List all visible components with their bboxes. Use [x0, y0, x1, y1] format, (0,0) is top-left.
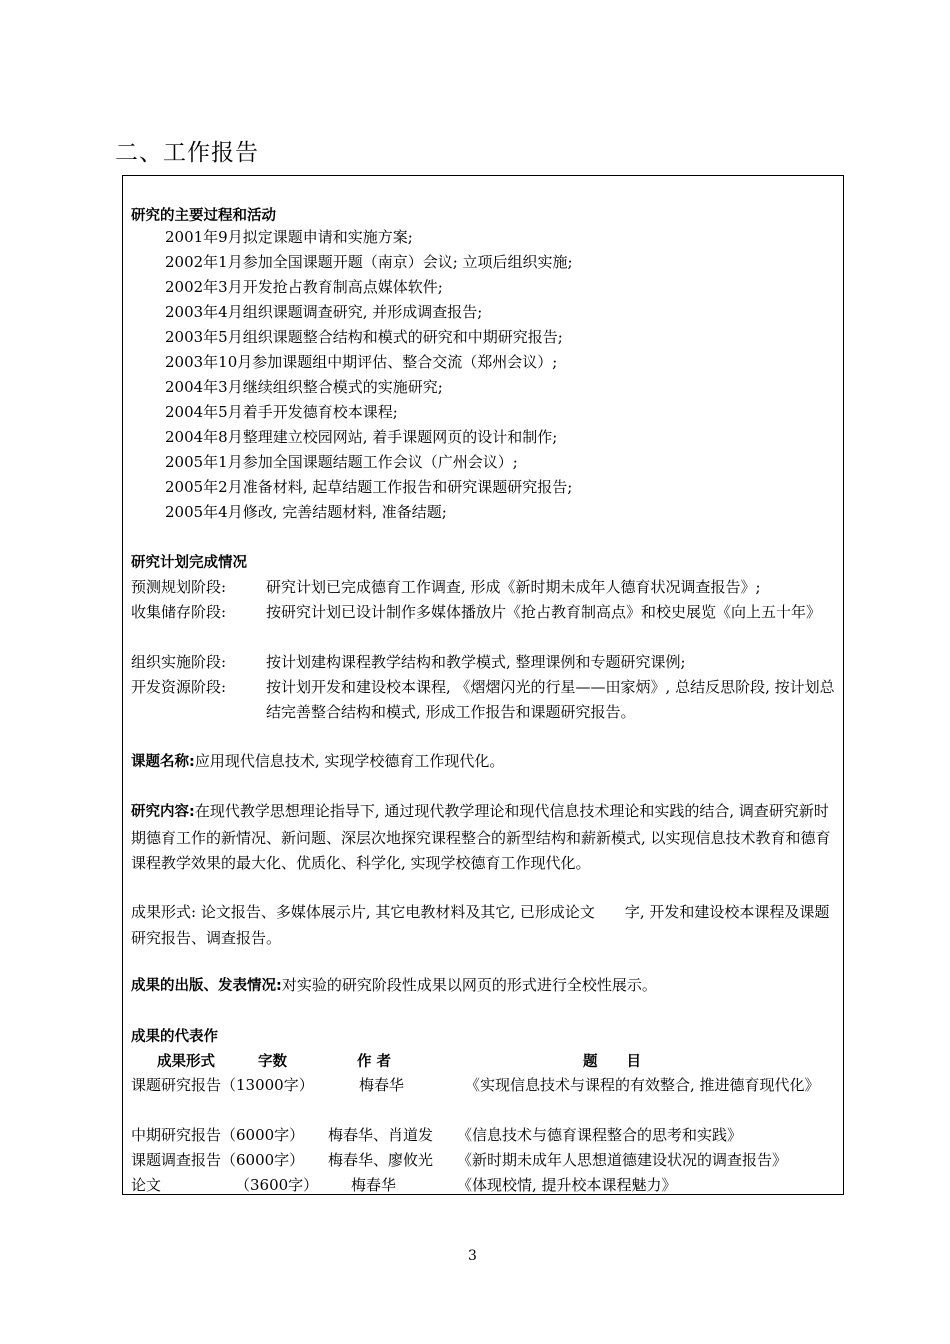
- process-item: 2004年5月着手开发德育校本课程;: [165, 403, 398, 421]
- plan-stage: [131, 600, 837, 625]
- process-item: 2005年1月参加全国课题结题工作会议（广州会议）;: [165, 453, 518, 471]
- table-row-form: 论文: [131, 1176, 162, 1194]
- plan-stage-text: 研究计划已完成德育工作调查, 形成《新时期未成年人德育状况调查报告》;: [266, 578, 761, 596]
- table-row-words: （3600字）: [235, 1176, 319, 1194]
- publication-paragraph: [131, 973, 835, 1000]
- process-item: 2001年9月拟定课题申请和实施方案;: [165, 228, 413, 246]
- table-row-author: 梅春华: [359, 1076, 405, 1094]
- topic-label: 课题名称:: [131, 754, 195, 770]
- publication-text: 对实验的研究阶段性成果以网页的形式进行全校性展示。: [281, 976, 657, 994]
- topic-paragraph: [131, 749, 835, 776]
- table-row-author: 梅春华: [351, 1176, 397, 1194]
- representative-title: 成果的代表作: [131, 1029, 218, 1045]
- table-row-form: 中期研究报告（6000字）: [131, 1126, 305, 1144]
- plan-stage: [131, 675, 837, 725]
- plan-stage: [131, 650, 837, 675]
- table-header-words: 字数: [258, 1054, 287, 1070]
- process-item: 2004年3月继续组织整合模式的实施研究;: [165, 378, 443, 396]
- publication-label: 成果的出版、发表情况:: [131, 978, 282, 994]
- process-item: 2003年10月参加课题组中期评估、整合交流（郑州会议）;: [165, 353, 558, 371]
- plan-stage-text: 按计划建构课程教学结构和教学模式, 整理课例和专题研究课例;: [266, 653, 686, 671]
- plan-title: 研究计划完成情况: [131, 555, 247, 571]
- process-item: 2005年4月修改, 完善结题材料, 准备结题;: [165, 503, 447, 521]
- process-item: 2003年5月组织课题整合结构和模式的研究和中期研究报告;: [165, 328, 563, 346]
- table-row-author: 梅春华、廖攸光: [328, 1151, 434, 1169]
- process-title: 研究的主要过程和活动: [131, 208, 276, 224]
- table-row-title: 《实现信息技术与课程的有效整合, 推进德育现代化》: [465, 1076, 820, 1094]
- process-item: 2002年3月开发抢占教育制高点媒体软件;: [165, 278, 443, 296]
- process-item: 2005年2月准备材料, 起草结题工作报告和研究课题研究报告;: [165, 478, 573, 496]
- table-row-form: 课题研究报告（13000字）: [131, 1076, 314, 1094]
- table-row-title: 《新时期未成年人思想道德建设状况的调查报告》: [457, 1151, 788, 1169]
- plan-stage-text: 按研究计划已设计制作多媒体播放片《抢占教育制高点》和校史展览《向上五十年》: [266, 603, 822, 621]
- section-heading: 二、工作报告: [115, 140, 259, 166]
- outcome-form-paragraph: 成果形式: 论文报告、多媒体展示片, 其它电教材料及其它, 已形成论文 字, 开发和建设校本课程及课题研究报告、调查报告。: [131, 903, 830, 947]
- content-label: 研究内容:: [131, 804, 195, 820]
- process-item: 2004年8月整理建立校园网站, 着手课题网页的设计和制作;: [165, 428, 558, 446]
- table-header-form: 成果形式: [157, 1054, 215, 1070]
- page-number: 3: [468, 1248, 477, 1264]
- plan-stage-label: 开发资源阶段:: [131, 678, 227, 696]
- content-text: 在现代教学思想理论指导下, 通过现代教学理论和现代信息技术理论和实践的结合, 调查研究新时期德育工作的新情况、新问题、深层次地探究课程整合的新型结构和薪新模式, 以实现信息技术教育和德育课程教学效果的最大化、优质化、科学化, 实现学校德育工作现代化。: [131, 802, 831, 872]
- table-header-author: 作 者: [357, 1054, 392, 1070]
- plan-stage-label: 组织实施阶段:: [131, 653, 227, 671]
- plan-stage-label: 预测规划阶段:: [131, 578, 227, 596]
- table-row-form: 课题调查报告（6000字）: [131, 1151, 305, 1169]
- table-header-title: 题 目: [583, 1054, 641, 1070]
- plan-stage: [131, 575, 837, 600]
- table-row-author: 梅春华、肖道发: [328, 1126, 434, 1144]
- process-item: 2003年4月组织课题调查研究, 并形成调查报告;: [165, 303, 483, 321]
- table-row-title: 《信息技术与德育课程整合的思考和实践》: [457, 1126, 743, 1144]
- topic-text: 应用现代信息技术, 实现学校德育工作现代化。: [194, 752, 505, 770]
- report-box: [122, 175, 844, 1195]
- content-paragraph: [131, 799, 835, 877]
- plan-stage-label: 收集储存阶段:: [131, 603, 227, 621]
- plan-stage-text: 按计划开发和建设校本课程, 《熠熠闪光的行星——田家炳》, 总结反思阶段, 按计划总结完善整合结构和模式, 形成工作报告和课题研究报告。: [266, 678, 835, 721]
- process-item: 2002年1月参加全国课题开题（南京）会议; 立项后组织实施;: [165, 253, 573, 271]
- table-row-title: 《体现校情, 提升校本课程魅力》: [457, 1176, 677, 1194]
